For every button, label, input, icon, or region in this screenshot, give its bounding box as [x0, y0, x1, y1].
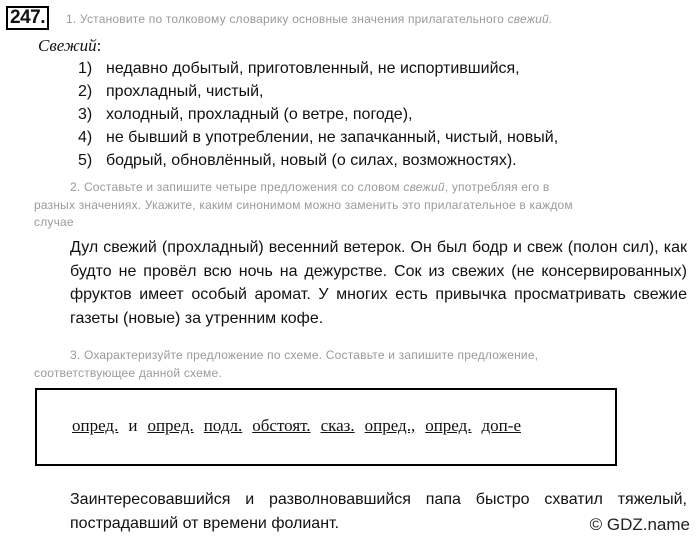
task-2-line-1 [70, 180, 549, 194]
meaning-text: прохладный, чистый, [106, 83, 264, 100]
meaning-item [78, 60, 558, 83]
meaning-item [78, 83, 558, 106]
scheme-part: обстоят. [252, 416, 311, 435]
task-2-text-end: , употребляя его в [444, 180, 550, 194]
meaning-text: бодрый, обновлённый, новый (о силах, возможностях). [106, 152, 517, 169]
meaning-number: 1) [78, 60, 93, 77]
meaning-text: не бывший в употреблении, не запачканный, чистый, новый, [106, 129, 559, 146]
meaning-text: недавно добытый, приготовленный, не испортившийся, [106, 60, 520, 77]
task-3-line-2: соответствующее данной схеме. [34, 366, 222, 380]
headword: Свежий [38, 36, 97, 55]
exercise-number: 247. [6, 6, 49, 30]
scheme-part: доп-е [481, 416, 521, 435]
meaning-number: 3) [78, 106, 93, 123]
task-2-word: свежий [403, 180, 445, 194]
meaning-number: 2) [78, 83, 93, 100]
task-1-text: 1. Установите по толковому словарику основные значения прилагательного [66, 12, 508, 26]
headword-colon: : [96, 36, 102, 55]
headword-line [38, 36, 101, 56]
task-1-instruction [66, 12, 552, 26]
meanings-list [78, 60, 558, 175]
task-2-text: 2. Составьте и запишите четыре предложения со словом [70, 180, 404, 194]
answer-2-paragraph: Дул свежий (прохладный) весенний ветерок. Он был бодр и свеж (полон сил), как будто не провёл всю ночь на дежурстве. Сок из свежих (не консервированных) фруктов имеет особый аромат. У многих есть привычка просматривать свежие газеты (новые) за утренним кофе. [70, 239, 687, 327]
scheme-part: опред. [72, 416, 119, 435]
meaning-number: 4) [78, 129, 93, 146]
answer-3-sentence: Заинтересовавшийся и разволновавшийся папа быстро схватил тяжелый, пострадавший от времени фолиант. [70, 491, 687, 532]
scheme-part: опред. [147, 416, 194, 435]
meaning-item [78, 152, 558, 175]
meaning-number: 5) [78, 152, 93, 169]
watermark: © GDZ.name [589, 515, 690, 534]
sentence-scheme [72, 416, 531, 436]
task-2-line-2: разных значениях. Укажите, каким синонимом можно заменить это прилагательное в каждом [34, 198, 573, 212]
scheme-part: опред. [425, 416, 472, 435]
scheme-part: и [128, 416, 138, 435]
task-2-line-3: случае [34, 215, 74, 229]
task-1-word: свежий. [507, 12, 553, 26]
meaning-item [78, 106, 558, 129]
meaning-item [78, 129, 558, 152]
meaning-text: холодный, прохладный (о ветре, погоде), [106, 106, 413, 123]
task-3-line-1: 3. Охарактеризуйте предложение по схеме. Составьте и запишите предложение, [70, 348, 539, 362]
scheme-part: сказ. [320, 416, 355, 435]
scheme-part: опред., [364, 416, 416, 435]
scheme-part: подл. [203, 416, 243, 435]
